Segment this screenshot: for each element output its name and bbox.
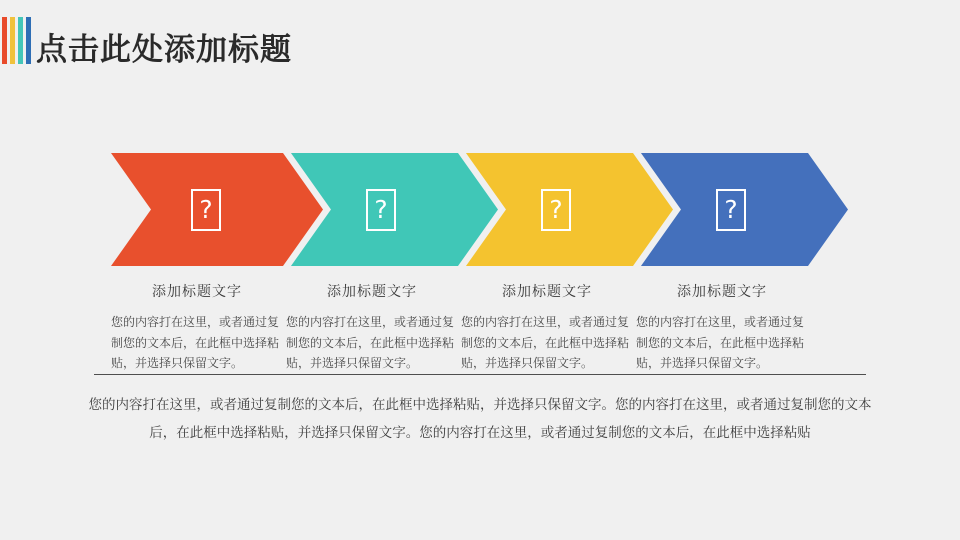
step-heading: 添加标题文字 [152, 284, 242, 300]
missing-glyph-icon: ? [199, 195, 213, 224]
step-body: 您的内容打在这里，或者通过复制您的文本后，在此框中选择粘贴，并选择只保留文字。 [111, 315, 280, 370]
step-body: 您的内容打在这里，或者通过复制您的文本后，在此框中选择粘贴，并选择只保留文字。 [636, 315, 805, 370]
icon-placeholder-3 [541, 189, 571, 231]
step-columns [111, 281, 859, 374]
missing-glyph-icon: ? [549, 195, 563, 224]
bar-yellow [10, 17, 15, 64]
step-heading: 添加标题文字 [677, 284, 767, 300]
step-column-1 [111, 281, 283, 374]
bar-teal [18, 17, 23, 64]
step-body: 您的内容打在这里，或者通过复制您的文本后，在此框中选择粘贴，并选择只保留文字。 [461, 315, 630, 370]
footer-paragraph: 您的内容打在这里，或者通过复制您的文本后，在此框中选择粘贴，并选择只保留文字。您的内容打在这里，或者通过复制您的文本后，在此框中选择粘贴，并选择只保留文字。您的内容打在这里，或者通过复制您的文本后，在此框中选择粘贴 [88, 397, 872, 441]
divider-line [94, 374, 866, 375]
missing-glyph-icon: ? [374, 195, 388, 224]
step-column-3 [461, 281, 633, 374]
step-body: 您的内容打在这里，或者通过复制您的文本后，在此框中选择粘贴，并选择只保留文字。 [286, 315, 455, 370]
step-column-2 [286, 281, 458, 374]
missing-glyph-icon: ? [724, 195, 738, 224]
process-chevron-band [111, 153, 859, 266]
accent-bars [2, 17, 31, 64]
icon-placeholder-1 [191, 189, 221, 231]
slide-title: 点击此处添加标题 [36, 32, 292, 68]
icon-placeholder-2 [366, 189, 396, 231]
chevron-icon-layer [111, 153, 859, 266]
step-heading: 添加标题文字 [327, 284, 417, 300]
step-column-4 [636, 281, 808, 374]
bar-red [2, 17, 7, 64]
step-heading: 添加标题文字 [502, 284, 592, 300]
icon-placeholder-4 [716, 189, 746, 231]
bar-blue [26, 17, 31, 64]
